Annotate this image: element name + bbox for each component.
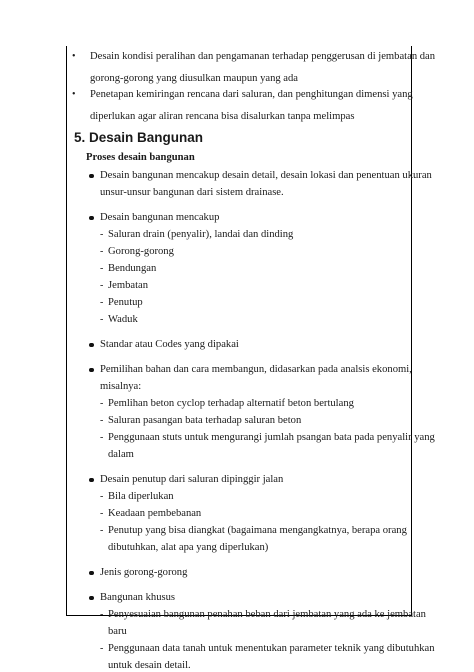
dash-icon: -: [100, 491, 104, 502]
sub-item-line: Waduk: [108, 314, 138, 325]
dash-icon: -: [100, 314, 104, 325]
dash-icon: -: [100, 432, 104, 443]
dash-icon: -: [100, 280, 104, 291]
intro-item-line: diperlukan agar aliran rencana bisa disalurkan tanpa melimpas: [90, 111, 355, 122]
bullet-icon: [89, 174, 94, 179]
dash-icon: -: [100, 297, 104, 308]
section-subheading: Proses desain bangunan: [86, 152, 195, 163]
sub-item-line: baru: [108, 626, 127, 637]
sub-item-line: Penutup: [108, 297, 143, 308]
dash-icon: -: [100, 229, 104, 240]
sub-item-line: Jembatan: [108, 280, 149, 291]
bullet-icon: [89, 478, 94, 483]
bullet-item-line: Desain bangunan mencakup desain detail, desain lokasi dan penentuan ukuran: [100, 170, 432, 181]
sub-item-line: Saluran pasangan bata terhadap saluran beton: [108, 415, 302, 426]
bullet-icon: [89, 216, 94, 221]
bullet-icon: [89, 596, 94, 601]
bullet-icon: [89, 368, 94, 373]
sub-item-line: Penyesuaian bangunan penahan beban dari jembatan yang ada ke jembatan: [108, 609, 426, 620]
dash-icon: -: [100, 525, 104, 536]
bullet-item-line: Bangunan khusus: [100, 592, 176, 603]
dash-icon: -: [100, 398, 104, 409]
dash-icon: -: [100, 263, 104, 274]
sub-item-line: untuk desain detail.: [108, 660, 191, 671]
bullet-icon: [89, 343, 94, 348]
bullet-item-line: Desain penutup dari saluran dipinggir jalan: [100, 474, 284, 485]
sub-item-line: Penggunaan stuts untuk mengurangi jumlah psangan bata pada penyalir yang: [108, 432, 435, 443]
section-heading: 5. Desain Bangunan: [74, 130, 204, 145]
dash-icon: -: [100, 508, 104, 519]
sub-item-line: Bendungan: [108, 263, 157, 274]
sub-item-line: Saluran drain (penyalir), landai dan dinding: [108, 229, 294, 240]
intro-item-line: gorong-gorong yang diusulkan maupun yang ada: [90, 73, 299, 84]
bullet-icon: [89, 571, 94, 576]
sub-item-line: Penutup yang bisa diangkat (bagaimana mengangkatnya, berapa orang: [108, 525, 407, 536]
sub-item-line: dibutuhkan, alat apa yang diperlukan): [108, 542, 269, 553]
dash-icon: -: [100, 609, 104, 620]
intro-item-line: Penetapan kemiringan rencana dari saluran, dan penghitungan dimensi yang: [90, 89, 413, 100]
dash-icon: -: [100, 643, 104, 654]
intro-bullet-icon: •: [72, 89, 76, 100]
intro-item-line: Desain kondisi peralihan dan pengamanan terhadap penggerusan di jembatan dan: [90, 51, 436, 62]
sub-item-line: dalam: [108, 449, 134, 460]
sub-item-line: Pemlihan beton cyclop terhadap alternatif beton bertulang: [108, 398, 354, 409]
bullet-item-line: Desain bangunan mencakup: [100, 212, 220, 223]
bullet-item-line: Pemilihan bahan dan cara membangun, didasarkan pada analsis ekonomi,: [100, 364, 412, 375]
sub-item-line: Gorong-gorong: [108, 246, 174, 257]
intro-bullet-icon: •: [72, 51, 76, 62]
dash-icon: -: [100, 415, 104, 426]
bullet-item-line: Jenis gorong-gorong: [100, 567, 188, 578]
bullet-item-line: Standar atau Codes yang dipakai: [100, 339, 239, 350]
bullet-item-line: misalnya:: [100, 381, 142, 392]
bullet-item-line: unsur-unsur bangunan dari sistem drainase.: [100, 187, 284, 198]
sub-item-line: Keadaan pembebanan: [108, 508, 202, 519]
sub-item-line: Bila diperlukan: [108, 491, 174, 502]
sub-item-line: Penggunaan data tanah untuk menentukan parameter teknik yang dibutuhkan: [108, 643, 435, 654]
dash-icon: -: [100, 246, 104, 257]
